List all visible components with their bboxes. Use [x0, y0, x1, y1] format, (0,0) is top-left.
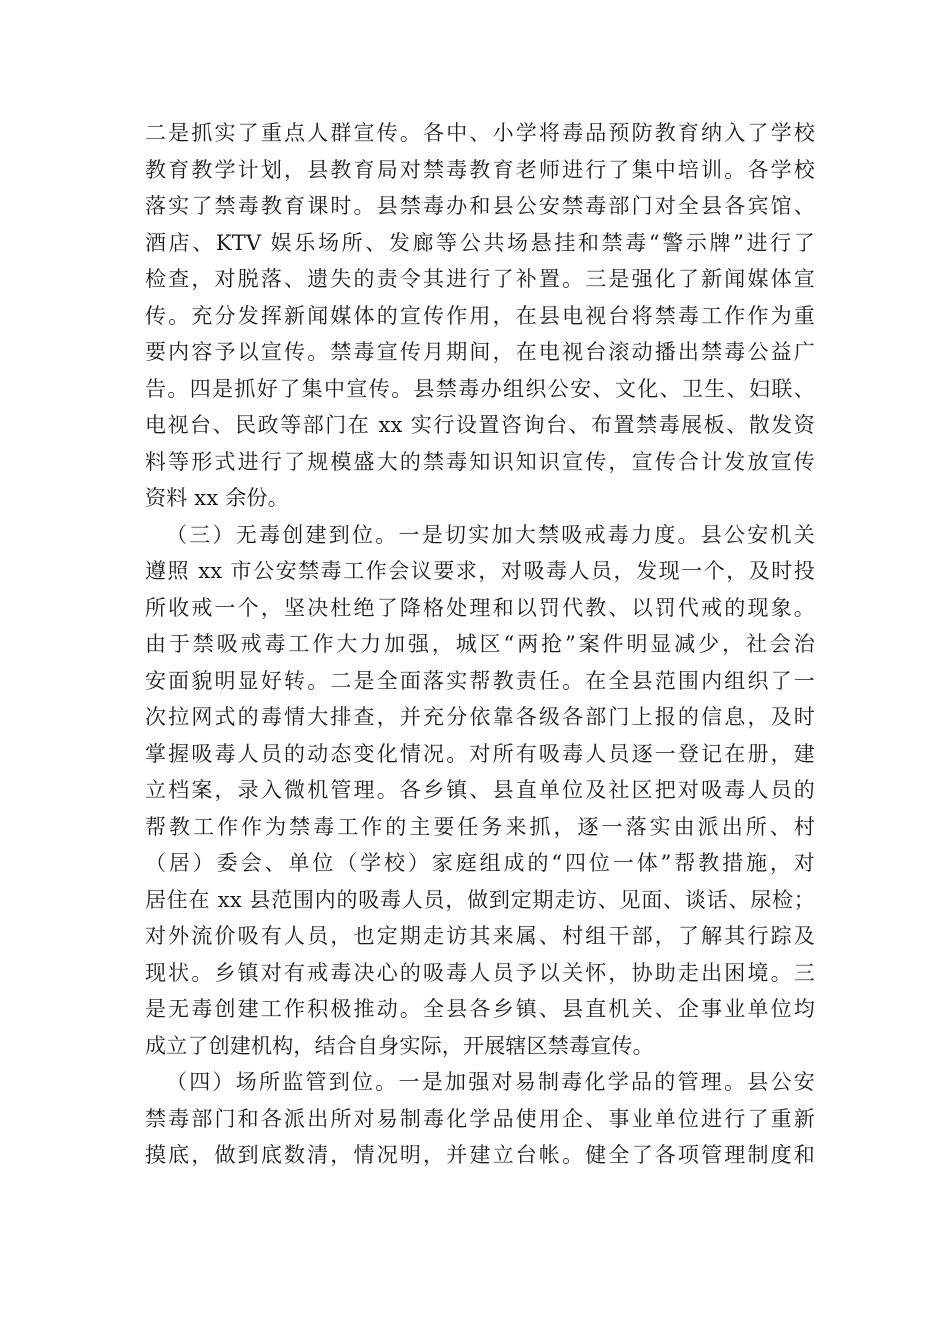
text-line: 成立了创建机构，结合自身实际，开展辖区禁毒宣传。 — [145, 1033, 654, 1058]
text-line: 酒店、KTV 娱乐场所、发廊等公共场悬挂和禁毒“警示牌”进行了 — [145, 230, 815, 255]
paragraph-venue-supervision — [145, 1064, 815, 1174]
text-line: 检查，对脱落、遗失的责令其进行了补置。三是强化了新闻媒体宣 — [145, 267, 815, 291]
text-line: 禁毒部门和各派出所对易制毒化学品使用企、事业单位进行了重新 — [145, 1106, 815, 1131]
text-line: 遵照 xx 市公安禁毒工作会议要求，对吸毒人员，发现一个，及时投 — [145, 559, 815, 583]
text-line: 料等形式进行了规模盛大的禁毒知识知识宣传，宣传合计发放宣传 — [145, 449, 815, 474]
paragraph-propaganda — [145, 115, 815, 517]
text-line: 帮教工作作为禁毒工作的主要任务来抓，逐一落实由派出所、村 — [145, 814, 815, 839]
text-line: 电视台、民政等部门在 xx 实行设置咨询台、布置禁毒展板、散发资 — [145, 413, 815, 437]
document-body — [145, 115, 815, 1174]
paragraph-drug-free-creation — [145, 517, 815, 1065]
text-line: 安面貌明显好转。二是全面落实帮教责任。在全县范围内组织了一 — [145, 668, 815, 693]
text-line: 所收戒一个，坚决杜绝了降格处理和以罚代教、以罚代戒的现象。 — [145, 595, 815, 620]
text-line: 教育教学计划，县教育局对禁毒教育老师进行了集中培训。各学校 — [145, 157, 815, 182]
text-line: （居）委会、单位（学校）家庭组成的“四位一体”帮教措施，对 — [145, 851, 815, 875]
text-line: 要内容予以宣传。禁毒宣传月期间，在电视台滚动播出禁毒公益广 — [145, 340, 815, 364]
text-line: 对外流价吸有人员，也定期走访其来属、村组干部，了解其行踪及 — [145, 924, 815, 948]
text-line: 二是抓实了重点人群宣传。各中、小学将毒品预防教育纳入了学校 — [145, 121, 815, 145]
text-line: 现状。乡镇对有戒毒决心的吸毒人员予以关怀，协助走出困境。三 — [145, 960, 815, 985]
text-line: 是无毒创建工作积极推动。全县各乡镇、县直机关、企事业单位均 — [145, 997, 815, 1021]
text-line: 次拉网式的毒情大排查，并充分依靠各级各部门上报的信息，及时 — [145, 705, 815, 729]
text-line: 掌握吸毒人员的动态变化情况。对所有吸毒人员逐一登记在册，建 — [145, 741, 815, 766]
text-line: 传。充分发挥新闻媒体的宣传作用，在县电视台将禁毒工作作为重 — [145, 303, 815, 328]
text-line-indented: （三）无毒创建到位。一是切实加大禁吸戒毒力度。县公安机关 — [166, 522, 815, 547]
text-line: 资料 xx 余份。 — [145, 486, 289, 510]
text-line: 居住在 xx 县范围内的吸毒人员，做到定期走访、见面、谈话、尿检； — [145, 887, 815, 912]
text-line: 摸底，做到底数清，情况明，并建立台帐。健全了各项管理制度和 — [145, 1143, 815, 1167]
text-line: 告。四是抓好了集中宣传。县禁毒办组织公安、文化、卫生、妇联、 — [145, 376, 815, 401]
text-line: 落实了禁毒教育课时。县禁毒办和县公安禁毒部门对全县各宾馆、 — [145, 194, 815, 218]
text-line: 立档案，录入微机管理。各乡镇、县直单位及社区把对吸毒人员的 — [145, 778, 815, 802]
text-line: 由于禁吸戒毒工作大力加强，城区“两抢”案件明显减少，社会治 — [145, 632, 815, 656]
text-line-indented: （四）场所监管到位。一是加强对易制毒化学品的管理。县公安 — [166, 1070, 815, 1094]
